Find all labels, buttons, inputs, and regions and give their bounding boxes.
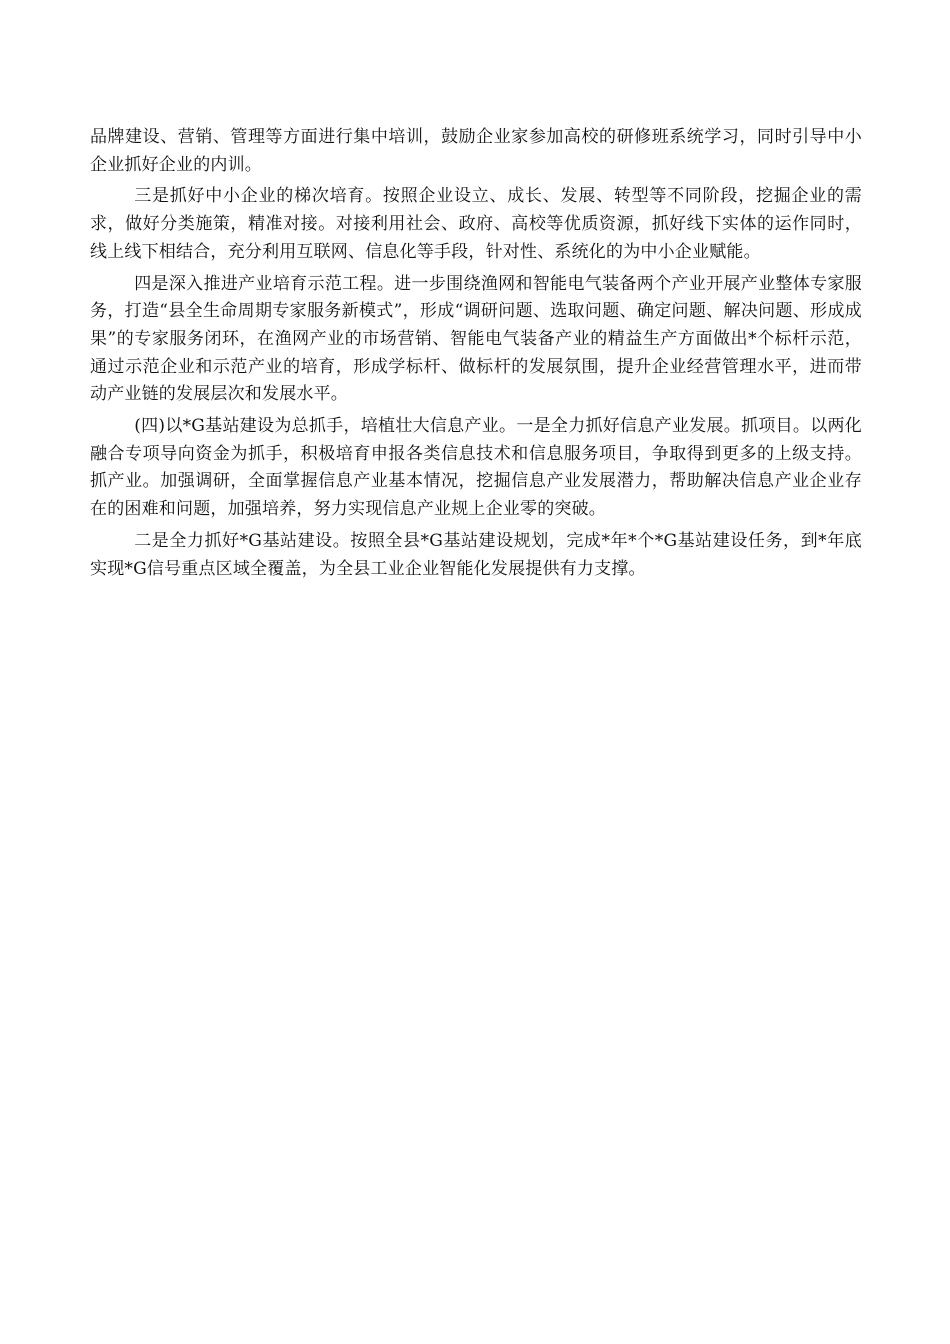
document-page [90, 124, 862, 587]
paragraph-2: 三是抓好中小企业的梯次培育。按照企业设立、成长、发展、转型等不同阶段，挖掘企业的需求，做好分类施策，精准对接。对接利用社会、政府、高校等优质资源，抓好线下实体的运作同时，线上线下相结合，充分利用互联网、信息化等手段，针对性、系统化的为中小企业赋能。 [90, 186, 862, 262]
paragraph-1: 品牌建设、营销、管理等方面进行集中培训，鼓励企业家参加高校的研修班系统学习，同时引导中小企业抓好企业的内训。 [90, 127, 862, 175]
paragraph-5: 二是全力抓好*G基站建设。按照全县*G基站建设规划，完成*年*个*G基站建设任务，到*年底实现*G信号重点区域全覆盖，为全县工业企业智能化发展提供有力支撑。 [90, 530, 862, 579]
paragraph-4: (四)以*G基站建设为总抓手，培植壮大信息产业。一是全力抓好信息产业发展。抓项目。以两化融合专项导向资金为抓手，积极培育申报各类信息技术和信息服务项目，争取得到更多的上级支持。抓产业。加强调研，全面掌握信息产业基本情况，挖掘信息产业发展潜力，帮助解决信息产业企业存在的困难和问题，加强培养，努力实现信息产业规上企业零的突破。 [90, 416, 862, 520]
paragraph-3: 四是深入推进产业培育示范工程。进一步围绕渔网和智能电气装备两个产业开展产业整体专家服务，打造“县全生命周期专家服务新模式”，形成“调研问题、选取问题、确定问题、解决问题、形成成果”的专家服务闭环，在渔网产业的市场营销、智能电气装备产业的精益生产方面做出*个标杆示范，通过示范企业和示范产业的培育，形成学标杆、做标杆的发展氛围，提升企业经营管理水平，进而带动产业链的发展层次和发展水平。 [90, 273, 862, 405]
